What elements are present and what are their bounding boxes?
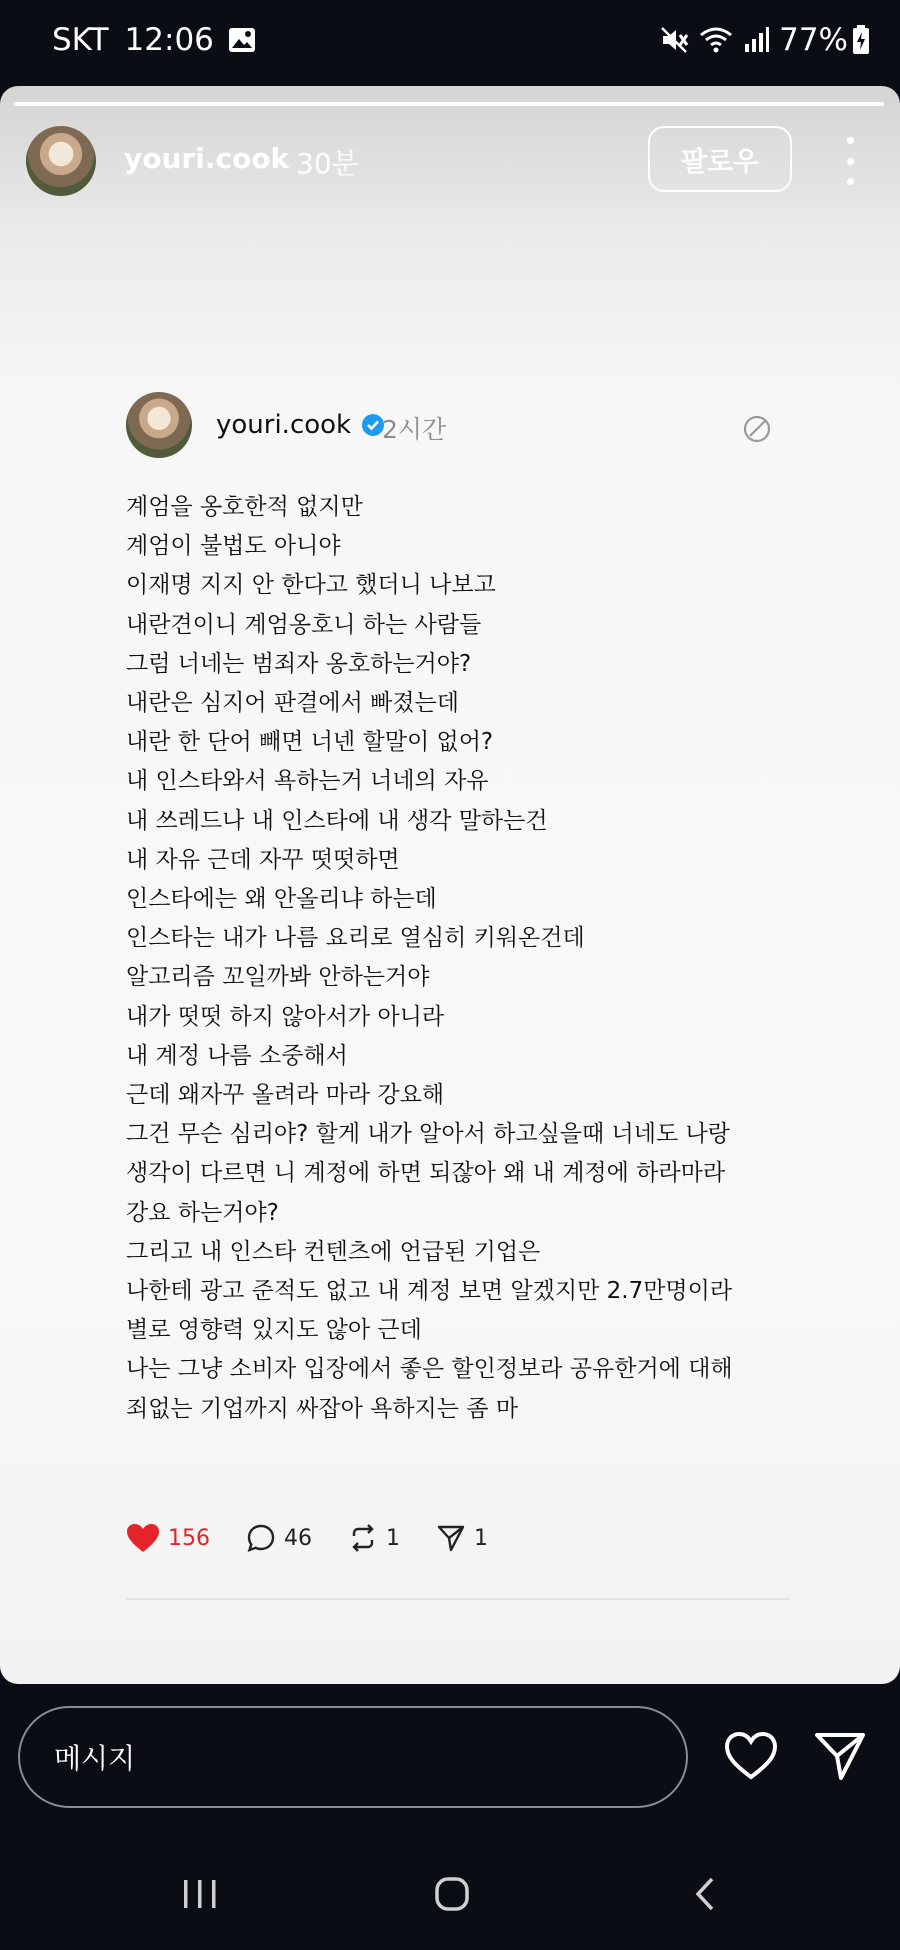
post-line: 그리고 내 인스타 컨텐츠에 언급된 기업은 [126, 1238, 541, 1265]
post-line: 근데 왜자꾸 올려라 마라 강요해 [126, 1082, 445, 1109]
clock: 12:06 [124, 22, 214, 58]
image-notification-icon [228, 27, 256, 53]
signal-icon [743, 26, 769, 54]
post-line: 강요 하는거야? [126, 1199, 279, 1226]
post-divider [126, 1598, 790, 1600]
story-time: 30분 [296, 147, 359, 180]
post-line: 생각이 다르면 니 계정에 하면 되잖아 왜 내 계정에 하라마라 [126, 1160, 726, 1187]
post-line: 내란은 심지어 판결에서 빠졌는데 [126, 690, 459, 717]
story-card[interactable] [0, 86, 900, 1684]
post-line: 내 계정 나름 소중해서 [126, 1042, 348, 1069]
more-options-icon[interactable] [838, 134, 862, 188]
post-line: 계엄을 옹호한적 없지만 [126, 494, 363, 520]
heart-filled-icon [126, 1523, 160, 1553]
post-line: 내 쓰레드나 내 인스타에 내 생각 말하는건 [126, 807, 548, 834]
post-username-row [216, 410, 385, 440]
wifi-icon [699, 26, 733, 54]
story-avatar[interactable] [26, 126, 96, 196]
post-line: 그럼 너네는 범죄자 옹호하는거야? [126, 650, 472, 677]
post-line: 인스타에는 왜 안올리냐 하는데 [126, 886, 437, 913]
story-header [26, 126, 874, 196]
post-line: 나는 그냥 소비자 입장에서 좋은 할인정보라 공유한거에 대해 [126, 1356, 733, 1383]
post-line: 내가 떳떳 하지 않아서가 아니라 [126, 1003, 445, 1030]
home-icon[interactable] [432, 1874, 472, 1914]
post-actions [126, 1518, 790, 1558]
post-body [126, 488, 786, 1429]
like-count: 156 [168, 1525, 210, 1551]
post-line: 내란 한 단어 빼면 너넨 할말이 없어? [126, 729, 494, 756]
battery-percent: 77% [779, 22, 848, 58]
like-action[interactable] [126, 1523, 210, 1553]
post-line: 나한테 광고 준적도 없고 내 계정 보면 알겠지만 2.7만명이라 [126, 1278, 733, 1305]
system-nav-bar [0, 1850, 900, 1950]
share-action[interactable] [436, 1523, 488, 1553]
post-line: 인스타는 내가 나름 요리로 열심히 키워온건데 [126, 925, 585, 952]
post-time: 2시간 [382, 415, 447, 444]
mute-icon [659, 25, 689, 55]
edited-icon [742, 414, 772, 444]
post-line: 이재명 지지 안 한다고 했더니 나보고 [126, 572, 496, 599]
heart-outline-icon[interactable] [724, 1730, 778, 1782]
carrier-label: SKT [52, 22, 109, 58]
follow-button[interactable]: 팔로우 [648, 126, 792, 192]
status-bar [0, 0, 900, 88]
message-placeholder: 메시지 [54, 1742, 136, 1775]
post-line: 알고리즘 꼬일까봐 안하는거야 [126, 964, 430, 991]
post-username: youri.cook [216, 410, 352, 440]
post-line: 죄없는 기업까지 싸잡아 욕하지는 좀 마 [126, 1395, 519, 1422]
share-icon [436, 1523, 466, 1553]
post-line: 내 인스타와서 욕하는거 너네의 자유 [126, 768, 489, 795]
message-input[interactable] [18, 1706, 688, 1808]
repost-count: 1 [386, 1525, 400, 1551]
repost-action[interactable] [348, 1523, 400, 1553]
comment-action[interactable] [246, 1523, 312, 1553]
status-left [52, 22, 256, 58]
battery-charging-icon [852, 25, 870, 55]
story-username[interactable]: youri.cook [124, 142, 290, 175]
post-line: 별로 영향력 있지도 않아 근데 [126, 1317, 422, 1344]
post-line: 내란견이니 계엄옹호니 하는 사람들 [126, 611, 482, 638]
comment-count: 46 [284, 1525, 312, 1551]
post-line: 계엄이 불법도 아니야 [126, 533, 341, 560]
send-icon[interactable] [814, 1730, 866, 1782]
share-count: 1 [474, 1525, 488, 1551]
back-icon[interactable] [690, 1874, 720, 1914]
status-right [659, 22, 880, 58]
story-progress-bar [14, 102, 884, 106]
comment-icon [246, 1523, 276, 1553]
repost-icon [348, 1523, 378, 1553]
recent-apps-icon[interactable] [180, 1874, 220, 1914]
post-avatar [126, 392, 192, 458]
post-line: 내 자유 근데 자꾸 떳떳하면 [126, 846, 400, 873]
post-line: 그건 무슨 심리야? 할게 내가 알아서 하고싶을때 너네도 나랑 [126, 1121, 730, 1148]
